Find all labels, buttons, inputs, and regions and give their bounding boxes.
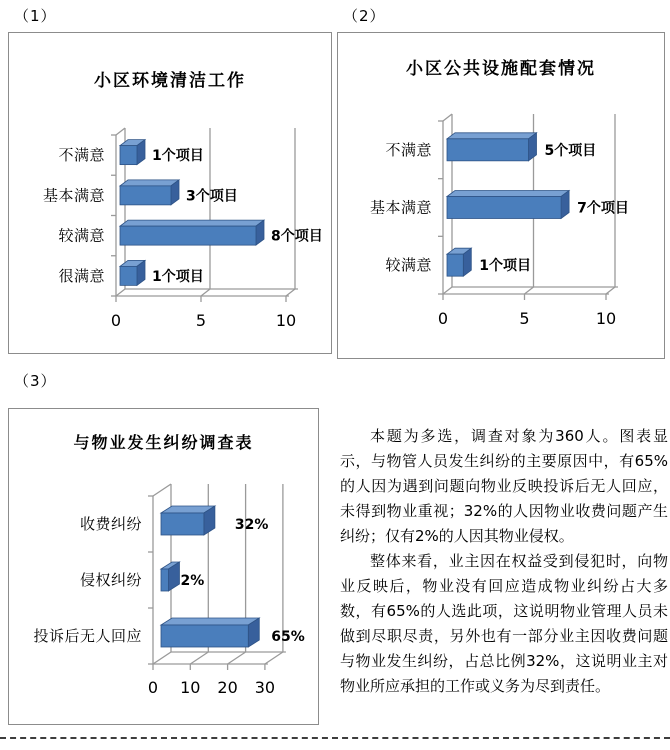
floor-diagonal bbox=[525, 287, 534, 294]
chart-3-figure bbox=[9, 409, 318, 724]
bar-front-face bbox=[447, 254, 463, 276]
category-label: 不满意 bbox=[385, 140, 432, 159]
category-label: 很满意 bbox=[58, 266, 105, 285]
floor-diagonal bbox=[606, 287, 615, 294]
floor-diagonal bbox=[228, 652, 246, 664]
x-tick-label: 0 bbox=[110, 311, 122, 330]
x-tick-label: 20 bbox=[217, 678, 238, 697]
chart-title: 小区环境清洁工作 bbox=[94, 71, 246, 91]
bar-top-face bbox=[447, 191, 569, 197]
x-tick-label: 0 bbox=[437, 309, 449, 328]
floor-diagonal bbox=[286, 289, 295, 296]
bar-top-face bbox=[447, 133, 537, 139]
wall-top-diagonal bbox=[443, 114, 452, 121]
question-3-label: （3） bbox=[14, 372, 57, 390]
bar-top-face bbox=[161, 618, 259, 625]
x-tick-label: 0 bbox=[147, 678, 159, 697]
floor-diagonal bbox=[201, 289, 210, 296]
x-tick-label: 5 bbox=[519, 309, 530, 328]
bar-top-face bbox=[120, 220, 264, 226]
x-tick-label: 10 bbox=[595, 309, 617, 328]
data-label: 8个项目 bbox=[271, 228, 323, 245]
chart-1-figure bbox=[9, 33, 331, 353]
category-label: 投诉后无人回应 bbox=[33, 627, 142, 645]
question-2-label: （2） bbox=[343, 7, 386, 25]
bar-front-face bbox=[161, 625, 248, 647]
chart-1-panel bbox=[8, 32, 332, 354]
chart-title: 小区公共设施配套情况 bbox=[406, 59, 596, 79]
data-label: 7个项目 bbox=[577, 200, 629, 217]
data-label: 2% bbox=[180, 573, 205, 589]
data-label: 3个项目 bbox=[186, 188, 238, 205]
data-label: 65% bbox=[271, 629, 305, 645]
analysis-text bbox=[340, 424, 668, 699]
bar-front-face bbox=[161, 569, 168, 591]
x-tick-label: 10 bbox=[180, 678, 201, 697]
chart-2-panel bbox=[337, 32, 665, 359]
floor-diagonal bbox=[116, 289, 125, 296]
bottom-separator bbox=[0, 737, 670, 739]
question-1-label: （1） bbox=[14, 7, 57, 25]
x-tick-label: 10 bbox=[275, 311, 297, 330]
bar-front-face bbox=[120, 226, 256, 245]
data-label: 1个项目 bbox=[479, 258, 532, 275]
category-label: 收费纠纷 bbox=[79, 515, 142, 533]
floor-diagonal bbox=[443, 287, 452, 294]
category-label: 较满意 bbox=[58, 226, 105, 245]
bar-front-face bbox=[120, 266, 137, 285]
category-label: 不满意 bbox=[58, 146, 105, 165]
wall-top-diagonal bbox=[153, 484, 171, 496]
data-label: 1个项目 bbox=[152, 268, 204, 285]
wall-top-diagonal bbox=[116, 128, 125, 135]
category-label: 侵权纠纷 bbox=[79, 571, 142, 589]
bar-top-face bbox=[120, 180, 179, 186]
chart-3-panel bbox=[8, 408, 319, 725]
analysis-paragraph-1: 本题为多选，调查对象为360人。图表显示，与物管人员发生纠纷的主要原因中，有65%的人因为遇到问题向物业反映投诉后无人回应，未得到物业重视；32%的人因物业收费问题产生纠纷；仅有2%的人因其物业侵权。 bbox=[340, 427, 668, 545]
x-tick-label: 5 bbox=[195, 311, 207, 330]
floor-diagonal bbox=[190, 652, 208, 664]
chart-2-figure bbox=[338, 33, 664, 358]
floor-diagonal bbox=[265, 652, 283, 664]
category-label: 较满意 bbox=[385, 256, 432, 275]
data-label: 1个项目 bbox=[152, 148, 204, 165]
chart-title: 与物业发生纠纷调查表 bbox=[73, 433, 254, 452]
data-label: 32% bbox=[234, 517, 269, 533]
category-label: 基本满意 bbox=[369, 198, 432, 217]
bar-front-face bbox=[161, 513, 204, 535]
bar-front-face bbox=[447, 197, 561, 219]
analysis-paragraph-2: 整体来看，业主因在权益受到侵犯时，向物业反映后，物业没有回应造成物业纠纷占大多数，有65%的人选此项，这说明物业管理人员未做到尽职尽责，另外也有一部分业主因收费问题与物业发生纠纷，占总比例32%，这说明业主对物业所应承担的工作或义务为尽到责任。 bbox=[340, 552, 668, 695]
bar-front-face bbox=[120, 186, 171, 205]
data-label: 5个项目 bbox=[544, 142, 597, 159]
category-label: 基本满意 bbox=[42, 186, 105, 205]
bar-front-face bbox=[447, 139, 529, 161]
x-tick-label: 30 bbox=[254, 678, 276, 697]
bar-front-face bbox=[120, 146, 137, 165]
floor-diagonal bbox=[153, 652, 171, 664]
